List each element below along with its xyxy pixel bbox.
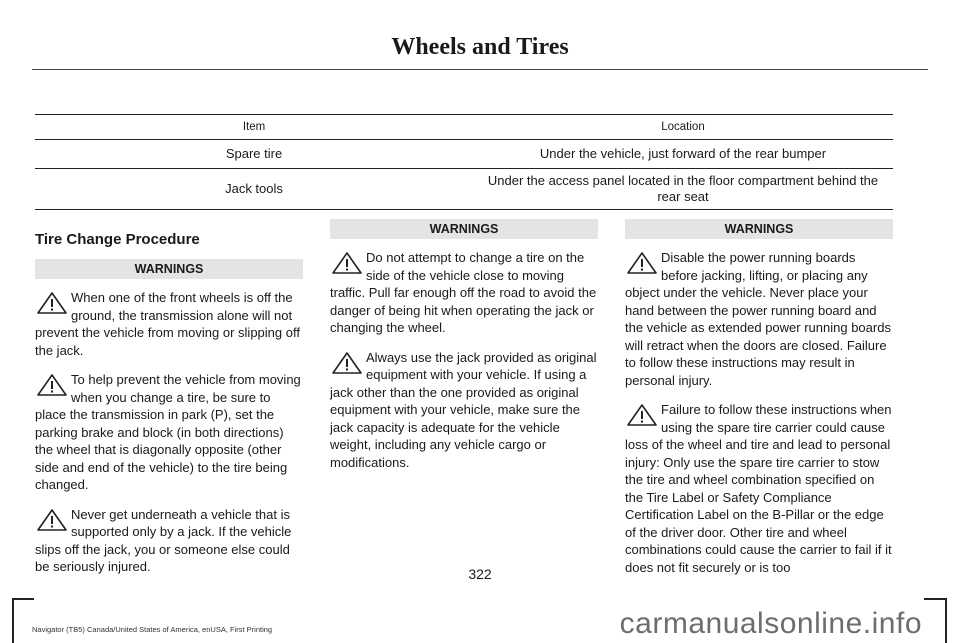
- table-header-location: Location: [473, 115, 893, 140]
- watermark: carmanualsonline.info: [619, 607, 922, 640]
- warning-paragraph: [330, 249, 598, 337]
- crop-mark: [924, 598, 946, 600]
- warnings-column-2: [330, 219, 598, 483]
- warnings-heading: WARNINGS: [330, 219, 598, 239]
- warning-text: When one of the front wheels is off the ground, the transmission alone will not prevent the vehicle from moving or slipping off the jack.: [35, 290, 300, 358]
- warning-paragraph: [35, 371, 303, 494]
- warning-triangle-icon: [330, 251, 364, 275]
- warning-text: To help prevent the vehicle from moving when you change a tire, be sure to place the transmission in park (P), set the parking brake and block (in both directions) the wheel that is diagonally opposite (other side and end of the vehicle) to the tire being changed.: [35, 372, 301, 492]
- crop-mark: [12, 598, 34, 600]
- warnings-heading: WARNINGS: [625, 219, 893, 239]
- page-title: Wheels and Tires: [391, 34, 569, 60]
- warning-paragraph: [35, 506, 303, 576]
- warning-text: Disable the power running boards before jacking, lifting, or placing any object under the vehicle. Never place your hand between the power running board and the vehicle as extended power running boards will retract when the doors are closed. Failure to follow these instructions may result in personal injury.: [625, 250, 891, 388]
- header-divider: [32, 69, 928, 70]
- warning-triangle-icon: [35, 508, 69, 532]
- crop-mark: [12, 598, 14, 643]
- warning-text: Always use the jack provided as original equipment with your vehicle. If using a jack other than the one provided as original equipment with your vehicle, make sure the jack capacity is adequate for the vehicle weight, including any vehicle cargo or modifications.: [330, 349, 597, 470]
- location-table: [35, 114, 893, 210]
- warning-triangle-icon: [35, 373, 69, 397]
- warning-triangle-icon: [625, 251, 659, 275]
- page-number: 322: [468, 566, 492, 582]
- table-row: [35, 169, 893, 210]
- warning-triangle-icon: [35, 291, 69, 315]
- table-row: [35, 140, 893, 169]
- table-cell: Jack tools: [35, 169, 473, 210]
- table-cell: Under the access panel located in the floor compartment behind the rear seat: [473, 169, 893, 210]
- warning-text: Never get underneath a vehicle that is supported only by a jack. If the vehicle slips off the jack, you or someone else could be seriously injured.: [35, 506, 292, 574]
- warning-paragraph: [625, 249, 893, 389]
- warning-triangle-icon: [625, 403, 659, 427]
- warning-paragraph: [35, 289, 303, 359]
- warning-text: Do not attempt to change a tire on the side of the vehicle close to moving traffic. Pull far enough off the road to avoid the danger of being hit when operating the jack or changing the wheel.: [330, 250, 597, 335]
- table-header-item: Item: [35, 115, 473, 140]
- warning-text: Failure to follow these instructions when using the spare tire carrier could cause loss of the wheel and tire and lead to personal injury: Only use the spare tire carrier to stow the tire and wheel combination specified on the Tire Label or Safety Compliance Certification Label on the B-Pillar or the edge of the driver door. Other tire and wheel combinations could cause the carrier to fail if it does not fit securely or is too: [625, 402, 892, 575]
- table-cell: Under the vehicle, just forward of the rear bumper: [473, 140, 893, 169]
- warning-paragraph: [625, 401, 893, 576]
- table-header-row: [35, 115, 893, 140]
- warnings-column-3: [625, 219, 893, 588]
- section-title: Tire Change Procedure: [35, 231, 200, 248]
- warning-triangle-icon: [330, 351, 364, 375]
- table-cell: Spare tire: [35, 140, 473, 169]
- print-info: Navigator (TB5) Canada/United States of America, enUSA, First Printing: [32, 625, 273, 634]
- warnings-column-1: [35, 259, 303, 588]
- crop-mark: [945, 598, 947, 643]
- warning-paragraph: [330, 349, 598, 472]
- warnings-heading: WARNINGS: [35, 259, 303, 279]
